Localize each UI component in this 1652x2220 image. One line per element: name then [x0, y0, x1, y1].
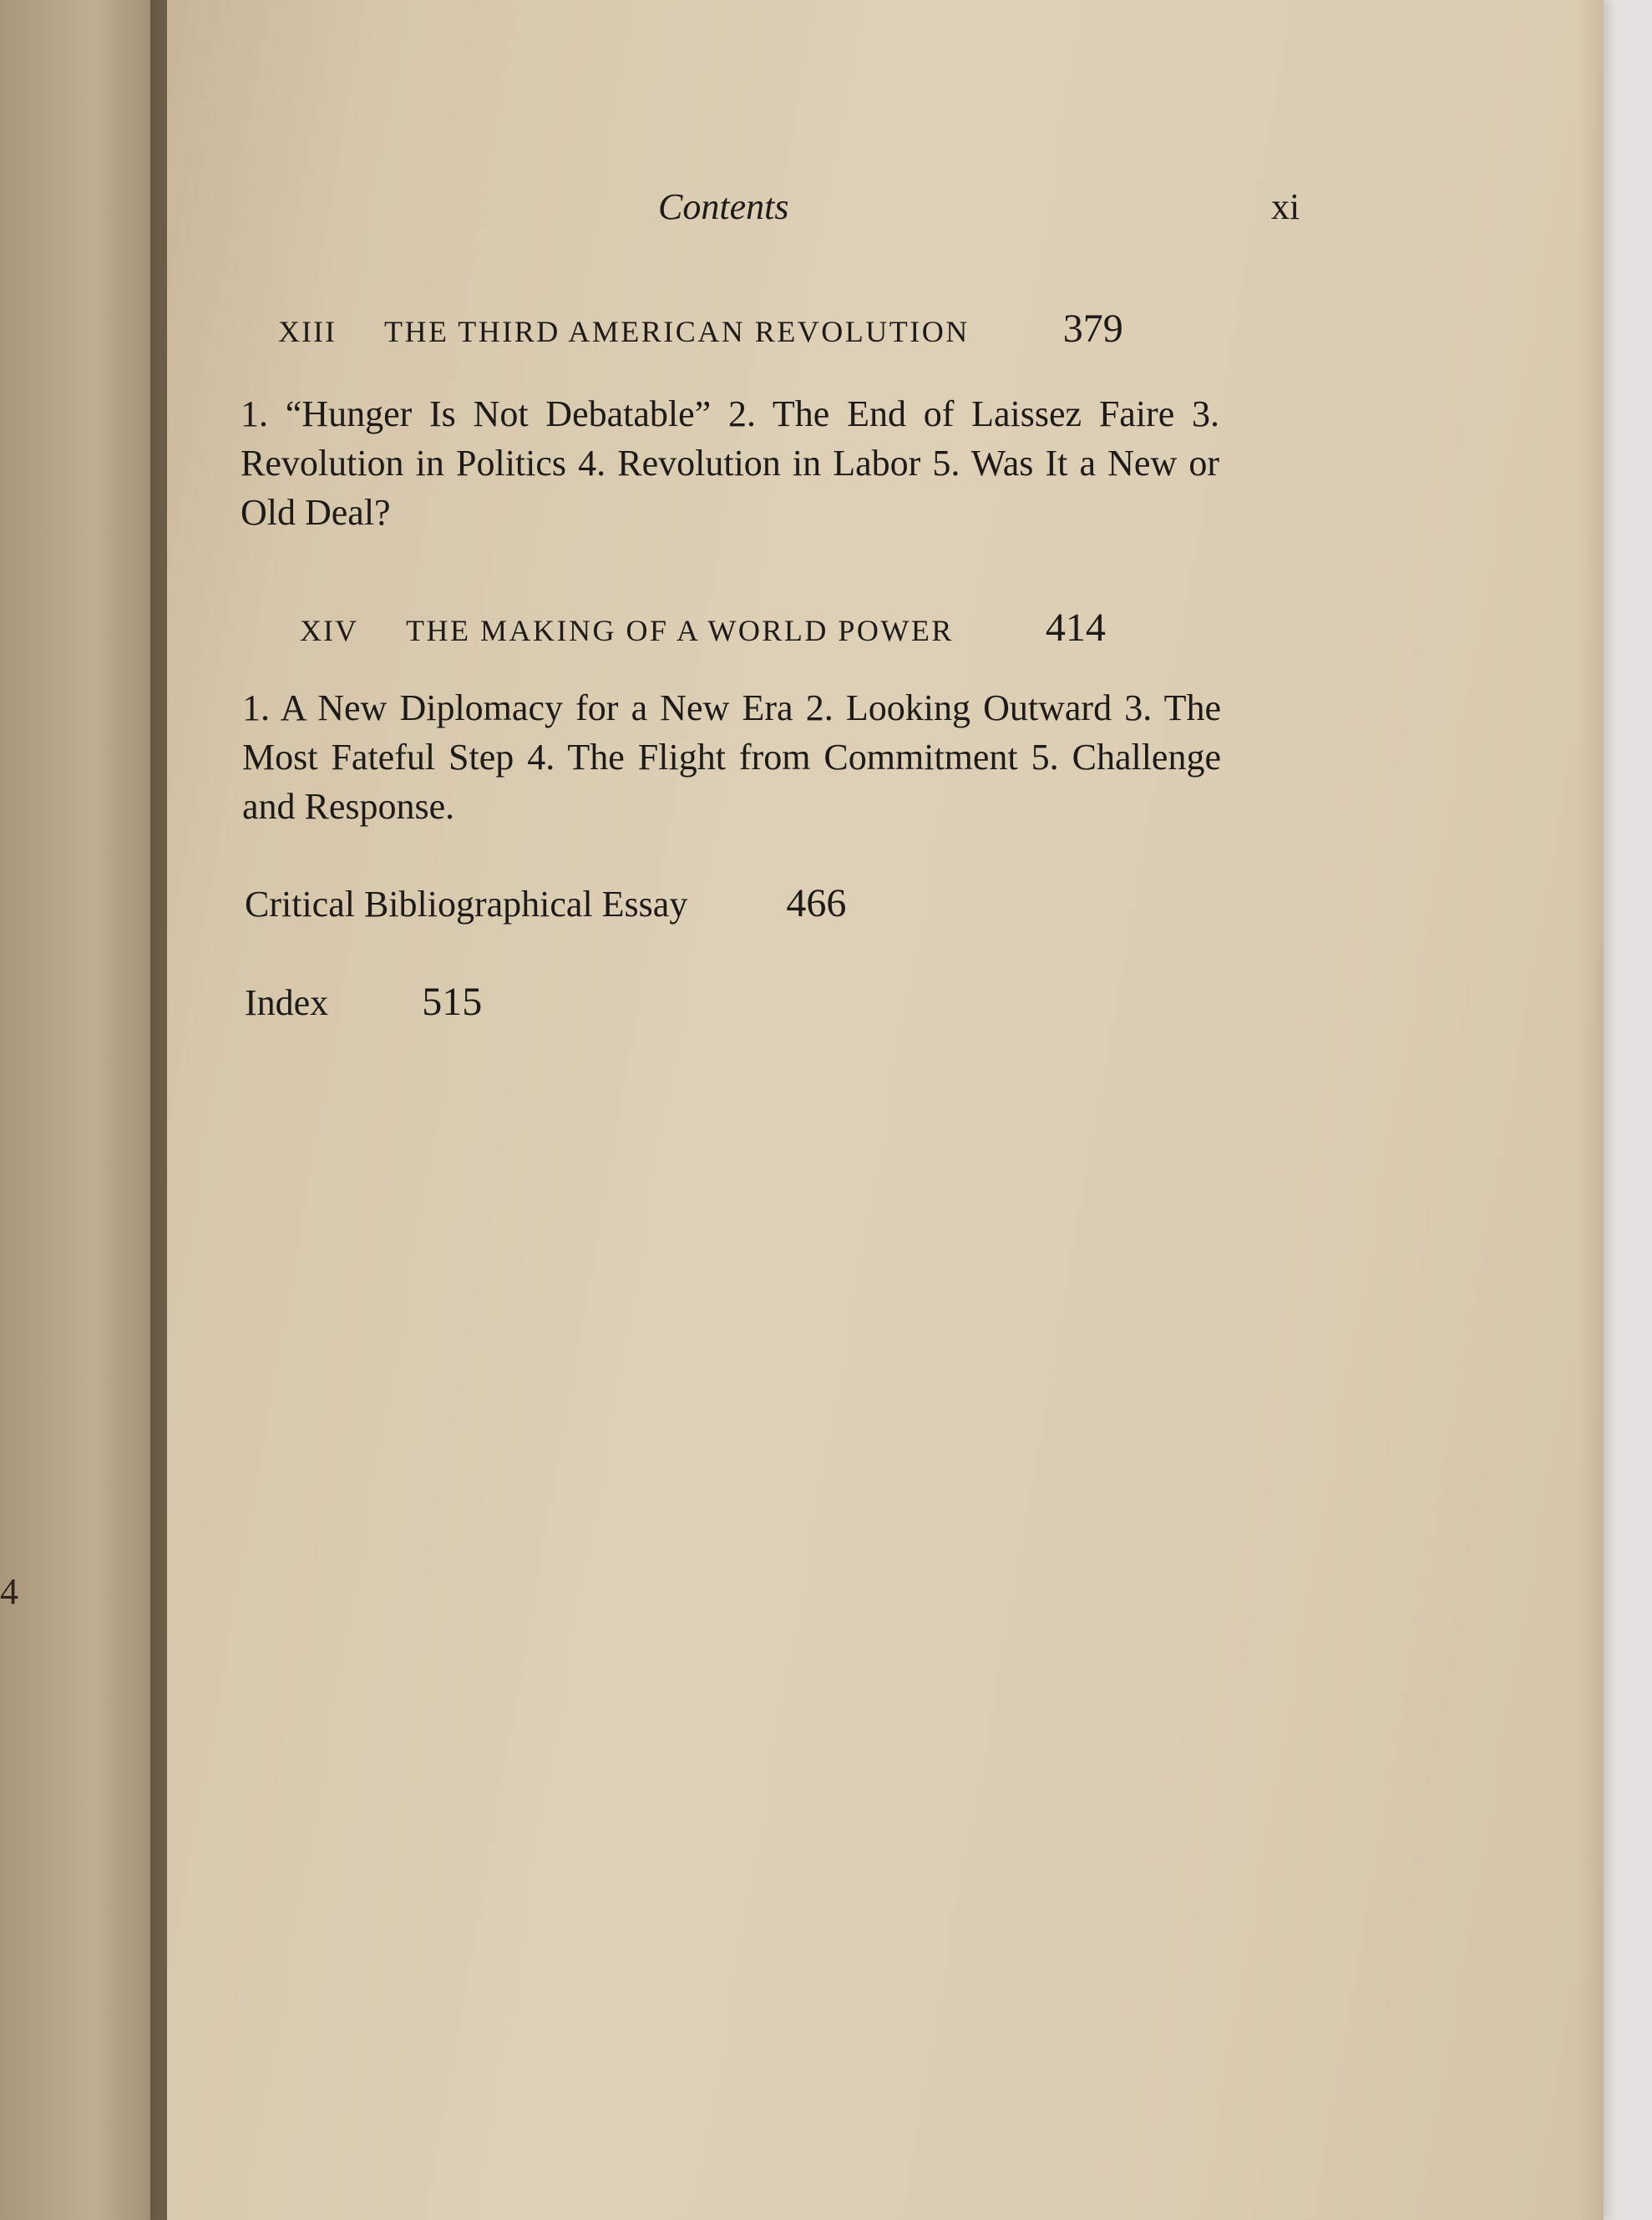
previous-page-edge: [0, 0, 171, 2220]
chapter-title: THE THIRD AMERICAN REVOLUTION: [383, 315, 970, 348]
back-matter-page-number: 466: [786, 881, 847, 925]
running-title: Contents: [658, 186, 789, 227]
chapter-page-number: 414: [1045, 606, 1106, 650]
back-matter-label: Index: [245, 982, 329, 1023]
chapter-page-number: 379: [1062, 307, 1123, 351]
chapter-number: XIV: [300, 614, 358, 647]
page-edge-shadow: [1579, 0, 1604, 2220]
chapter-sections: 1. A New Diplomacy for a New Era 2. Looking Outward 3. The Most Fateful Step 4. The Flight from Commitment 5. Challenge and Response.: [242, 687, 1221, 827]
back-matter-entry: [245, 880, 846, 926]
chapter-number: XIII: [278, 315, 337, 348]
page-folio: xi: [1271, 186, 1300, 227]
chapter-title: THE MAKING OF A WORLD POWER: [405, 614, 954, 647]
chapter-heading: [278, 306, 1123, 352]
back-matter-page-number: 515: [422, 980, 483, 1024]
chapter-sections: 1. “Hunger Is Not Debatable” 2. The End of Laissez Faire 3. Revolution in Politics 4. Revolution in Labor 5. Was It a New or Old Deal?: [241, 393, 1219, 533]
back-matter-entry: [245, 979, 482, 1025]
chapter-heading: [300, 605, 1106, 651]
back-matter-label: Critical Bibliographical Essay: [245, 884, 688, 925]
previous-page-mark: 4: [0, 1571, 18, 1612]
